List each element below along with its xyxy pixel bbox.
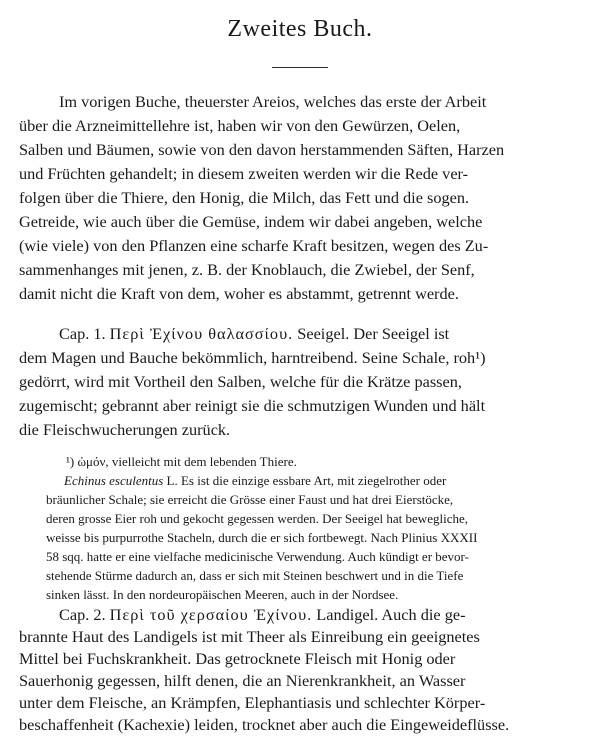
footnote-greek: ὠμόν, (77, 454, 109, 469)
footnote-line: weisse bis purpurrothe Stacheln, durch die er sich fortbewegt. Nach Plinius XXXII (46, 530, 478, 545)
footnote-line: sinken lässt. In den nordeuropäischen Meeren, auch in der Nordsee. (46, 587, 399, 602)
cap2-line: Sauerhonig gegessen, hilft denen, die an Nierenkrankheit, an Wasser (19, 671, 466, 690)
footnote-species-line (64, 471, 446, 490)
cap1-line: die Fleischwucherungen zurück. (19, 420, 231, 439)
title-rule (272, 67, 328, 68)
chapter-title: Zweites Buch. (227, 16, 373, 42)
species-name: Echinus esculentus (64, 473, 164, 488)
cap2-heading-line (59, 604, 466, 626)
footnote-marker: ¹) (66, 454, 75, 469)
footnote-text: vielleicht mit dem lebenden Thiere. (111, 454, 297, 469)
cap1-first-line-text: Seeigel. Der Seeigel ist (297, 324, 450, 343)
cap1-heading-line (59, 322, 449, 346)
intro-line: Getreide, wie auch über die Gemüse, indem wir dabei angeben, welche (19, 212, 483, 231)
cap2-first-line-text: Landigel. Auch die ge- (316, 605, 466, 624)
cap1-line: gedörrt, wird mit Vortheil den Salben, welche für die Krätze passen, (19, 372, 462, 391)
cap2-greek-title: Περὶ τοῦ χερσαίου Ἐχίνου. (109, 605, 313, 624)
intro-line: folgen über die Thiere, den Honig, die Milch, das Fett und die sogen. (19, 188, 470, 207)
cap1-line: dem Magen und Bauche bekömmlich, harntreibend. Seine Schale, roh¹) (19, 348, 486, 367)
cap2-line: beschaffenheit (Kachexie) leiden, trocknet aber auch die Eingeweideflüsse. (19, 715, 510, 734)
cap2-label: Cap. 2. (59, 605, 106, 624)
footnote-line: bräunlicher Schale; sie erreicht die Grösse einer Faust und hat drei Eierstöcke, (46, 492, 454, 507)
intro-line: Salben und Bäumen, sowie von den davon herstammenden Säften, Harzen (19, 140, 505, 159)
intro-line: (wie viele) von den Pflanzen eine scharfe Kraft besitzen, wegen des Zu- (19, 236, 489, 255)
cap2-line: unter dem Fleische, an Krämpfen, Elephantiasis und schlechter Körper- (19, 693, 486, 712)
intro-line: über die Arzneimittellehre ist, haben wir von den Gewürzen, Oelen, (19, 116, 461, 135)
intro-line: damit nicht die Kraft von dem, woher es abstammt, getrennt werde. (19, 284, 459, 303)
cap1-label: Cap. 1. (59, 324, 106, 343)
footnote-line: deren grosse Eier roh und gekocht gegessen werden. Der Seeigel hat bewegliche, (46, 511, 468, 526)
intro-line: sammenhanges mit jenen, z. B. der Knoblauch, die Zwiebel, der Senf, (19, 260, 475, 279)
cap1-line: zugemischt; gebrannt aber reinigt sie die schmutzigen Wunden und hält (19, 396, 486, 415)
intro-line: Im vorigen Buche, theuerster Areios, welches das erste der Arbeit (59, 92, 487, 111)
cap2-line: Mittel bei Fuchskrankheit. Das getrocknete Fleisch mit Honig oder (19, 649, 456, 668)
footnote-line: stehende Stürme dadurch an, dass er sich mit Steinen beschwert und in die Tiefe (46, 568, 464, 583)
intro-line: und Früchten gehandelt; in diesem zweiten werden wir die Rede ver- (19, 164, 469, 183)
footnote-species-text: L. Es ist die einzige essbare Art, mit ziegelrother oder (166, 473, 447, 488)
cap1-greek-title: Περὶ Ἐχίνου θαλασσίου. (109, 324, 294, 343)
footnote-1 (66, 452, 297, 471)
footnote-line: 58 sqq. hatte er eine vielfache medicinische Verwendung. Auch kündigt er bevor- (46, 549, 469, 564)
cap2-line: brannte Haut des Landigels ist mit Theer als Einreibung ein geeignetes (19, 627, 480, 646)
